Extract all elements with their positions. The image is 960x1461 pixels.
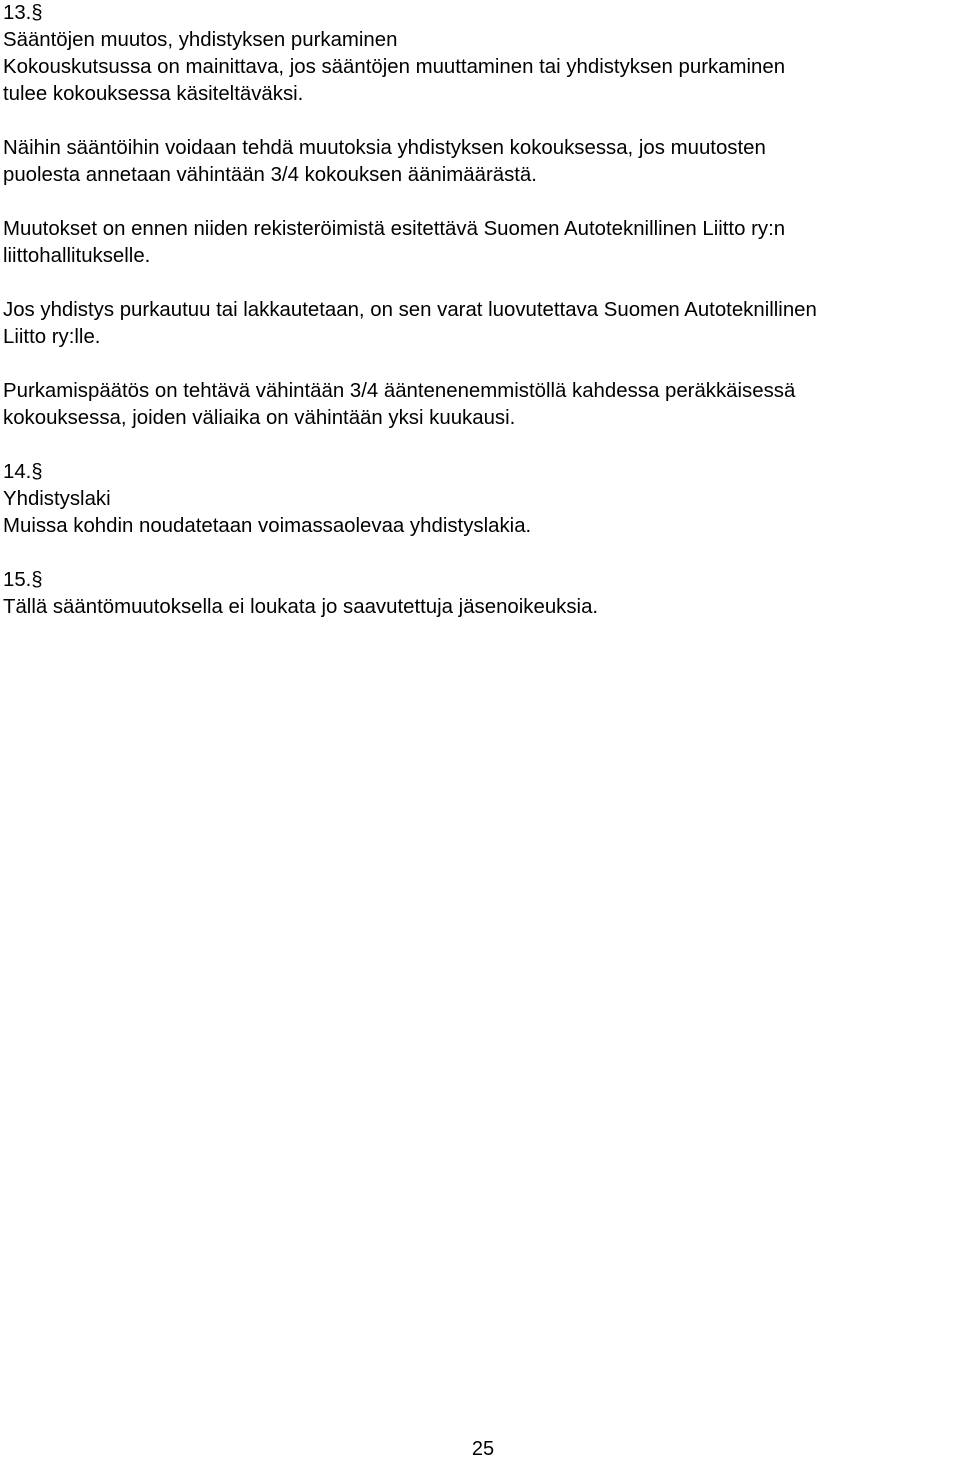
paragraph bbox=[3, 297, 960, 351]
text-line: Liitto ry:lle. bbox=[3, 326, 101, 348]
text-line: Tällä sääntömuutoksella ei loukata jo saavutettuja jäsenoikeuksia. bbox=[3, 596, 599, 618]
text-line: liittohallitukselle. bbox=[3, 245, 151, 267]
section-number: 15. bbox=[3, 569, 32, 591]
text-line: Kokouskutsussa on mainittava, jos sääntöjen muuttaminen tai yhdistyksen purkaminen bbox=[3, 56, 786, 78]
text-line: tulee kokouksessa käsiteltäväksi. bbox=[3, 83, 304, 105]
section-number: 14. bbox=[3, 461, 32, 483]
section-title: Yhdistyslaki bbox=[3, 488, 111, 510]
section-number: 13. bbox=[3, 2, 32, 24]
section-title: Sääntöjen muutos, yhdistyksen purkaminen bbox=[3, 29, 398, 51]
paragraph bbox=[3, 54, 960, 108]
text-line: Muutokset on ennen niiden rekisteröimistä esitettävä Suomen Autoteknillinen Liitto ry:n bbox=[3, 218, 786, 240]
text-line: Näihin sääntöihin voidaan tehdä muutoksia yhdistyksen kokouksessa, jos muutosten bbox=[3, 137, 766, 159]
document-page bbox=[3, 0, 960, 648]
section-13 bbox=[3, 0, 960, 432]
section-heading bbox=[3, 567, 960, 594]
section-sign-icon: § bbox=[31, 2, 43, 24]
paragraph bbox=[3, 216, 960, 270]
paragraph bbox=[3, 135, 960, 189]
text-line: kokouksessa, joiden väliaika on vähintään yksi kuukausi. bbox=[3, 407, 516, 429]
section-heading bbox=[3, 459, 960, 486]
section-sign-icon: § bbox=[31, 461, 43, 483]
text-line: Muissa kohdin noudatetaan voimassaolevaa yhdistyslakia. bbox=[3, 515, 532, 537]
text-line: puolesta annetaan vähintään 3/4 kokouksen äänimäärästä. bbox=[3, 164, 537, 186]
section-heading bbox=[3, 0, 960, 27]
section-sign-icon: § bbox=[31, 569, 43, 591]
paragraph bbox=[3, 378, 960, 432]
page-number: 25 bbox=[471, 1438, 495, 1460]
section-14 bbox=[3, 459, 960, 540]
text-line: Purkamispäätös on tehtävä vähintään 3/4 ääntenenemmistöllä kahdessa peräkkäisessä bbox=[3, 380, 796, 402]
section-15 bbox=[3, 567, 960, 621]
text-line: Jos yhdistys purkautuu tai lakkautetaan, on sen varat luovutettava Suomen Autoteknillinen bbox=[3, 299, 817, 321]
